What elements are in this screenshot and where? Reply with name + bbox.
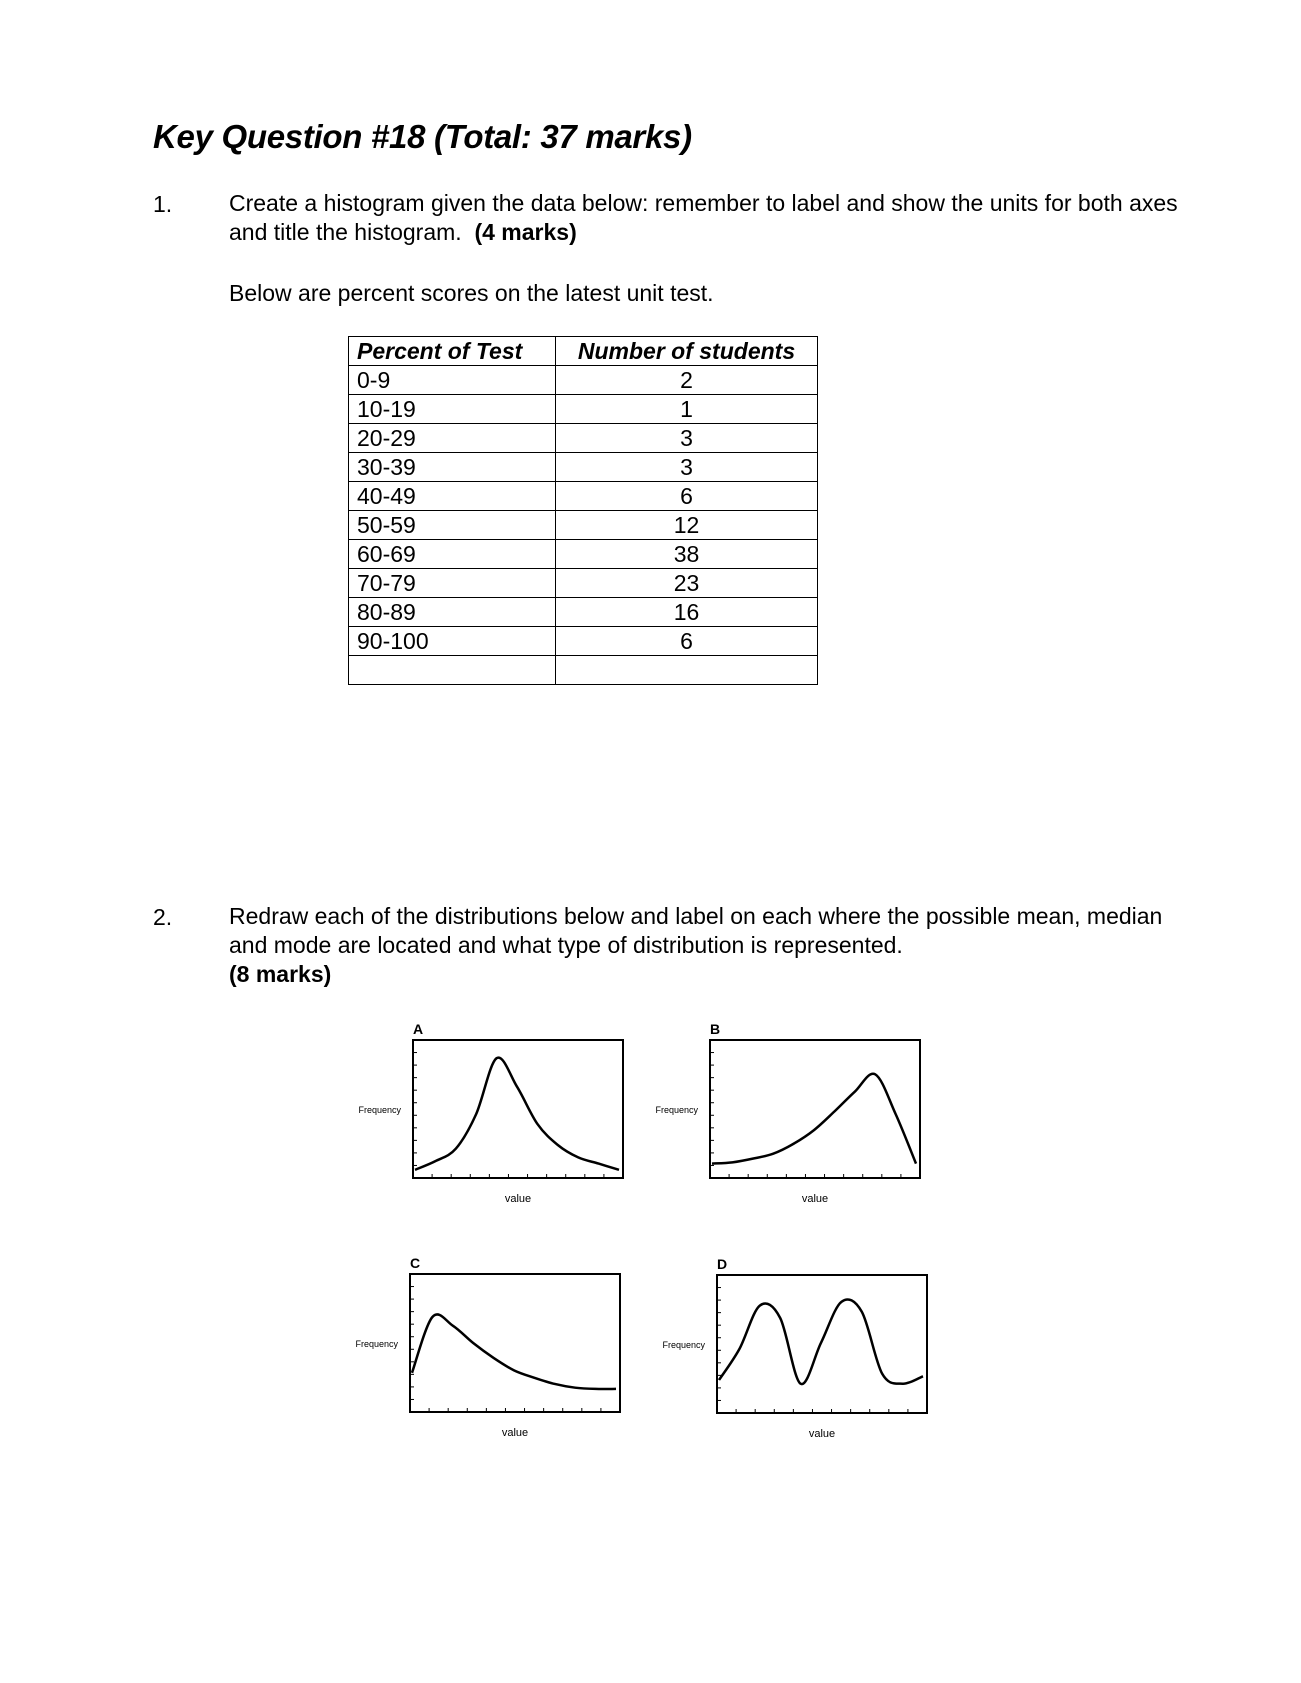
students-cell: 12: [556, 511, 818, 540]
score-table: [348, 336, 818, 685]
plot-c-svg: [337, 1246, 637, 1439]
table-row: [349, 424, 818, 453]
page-title: Key Question #18 (Total: 37 marks): [153, 118, 692, 155]
students-cell: 6: [556, 627, 818, 656]
question-1-body: Create a histogram given the data below: remember to label and show the units for both axes and title the histogram.: [229, 190, 1178, 245]
plot-d-ylabel: Frequency: [662, 1340, 705, 1350]
students-cell: 6: [556, 482, 818, 511]
distribution-plot-d: [644, 1247, 944, 1440]
table-row: [349, 511, 818, 540]
students-cell: 23: [556, 569, 818, 598]
table-row: [349, 453, 818, 482]
plot-b-xlabel: value: [801, 1193, 829, 1205]
plot-d-title: D: [717, 1256, 728, 1272]
table-row: [349, 598, 818, 627]
plot-c-xlabel: value: [501, 1427, 529, 1439]
plot-b-curve: [712, 1074, 916, 1164]
plot-c-curve: [412, 1314, 616, 1389]
percent-cell: 0-9: [349, 366, 556, 395]
table-row: [349, 366, 818, 395]
distribution-plot-a: [340, 1012, 640, 1205]
plot-d-frame: [717, 1275, 927, 1413]
percent-cell: 80-89: [349, 598, 556, 627]
table-body: [349, 366, 818, 685]
plot-a-ylabel: Frequency: [358, 1105, 401, 1115]
question-1-marks: (4 marks): [474, 219, 577, 245]
table-header-row: [349, 337, 818, 366]
question-2-body: Redraw each of the distributions below and label on each where the possible mean, median and mode are located and what type of distribution is represented.: [229, 903, 1163, 958]
table-row: [349, 627, 818, 656]
distribution-plot-c: [337, 1246, 637, 1439]
plot-a-curve: [415, 1058, 619, 1170]
percent-cell: 20-29: [349, 424, 556, 453]
plot-c-title: C: [410, 1255, 421, 1271]
distribution-plot-b: [637, 1012, 937, 1205]
table-intro: Below are percent scores on the latest unit test.: [229, 280, 714, 306]
table-row: [349, 482, 818, 511]
plot-c-frame: [410, 1274, 620, 1412]
students-cell: 2: [556, 366, 818, 395]
question-1-text: [229, 189, 1189, 247]
students-cell: 3: [556, 453, 818, 482]
students-cell: 1: [556, 395, 818, 424]
question-2-number: 2.: [153, 904, 173, 930]
table-row: [349, 569, 818, 598]
percent-cell: 40-49: [349, 482, 556, 511]
students-cell: 16: [556, 598, 818, 627]
question-2-marks: (8 marks): [229, 961, 332, 987]
column-header-students: Number of students: [556, 337, 818, 366]
plot-d-xlabel: value: [808, 1428, 836, 1440]
plot-a-title: A: [413, 1021, 424, 1037]
plot-b-ylabel: Frequency: [655, 1105, 698, 1115]
students-cell: [556, 656, 818, 685]
plot-b-frame: [710, 1040, 920, 1178]
plot-d-curve: [719, 1299, 923, 1384]
percent-cell: 60-69: [349, 540, 556, 569]
plot-b-svg: [637, 1012, 937, 1205]
students-cell: 3: [556, 424, 818, 453]
column-header-percent: Percent of Test: [349, 337, 556, 366]
percent-cell: [349, 656, 556, 685]
plot-a-svg: [340, 1012, 640, 1205]
table-row: [349, 540, 818, 569]
percent-cell: 30-39: [349, 453, 556, 482]
percent-cell: 10-19: [349, 395, 556, 424]
plot-a-xlabel: value: [504, 1193, 532, 1205]
plot-c-ylabel: Frequency: [355, 1339, 398, 1349]
students-cell: 38: [556, 540, 818, 569]
percent-cell: 90-100: [349, 627, 556, 656]
plot-b-title: B: [710, 1021, 721, 1037]
percent-cell: 70-79: [349, 569, 556, 598]
plot-d-svg: [644, 1247, 944, 1440]
table-row: [349, 395, 818, 424]
question-2-text: [229, 902, 1189, 989]
table-row: [349, 656, 818, 685]
question-1-number: 1.: [153, 191, 173, 217]
percent-cell: 50-59: [349, 511, 556, 540]
